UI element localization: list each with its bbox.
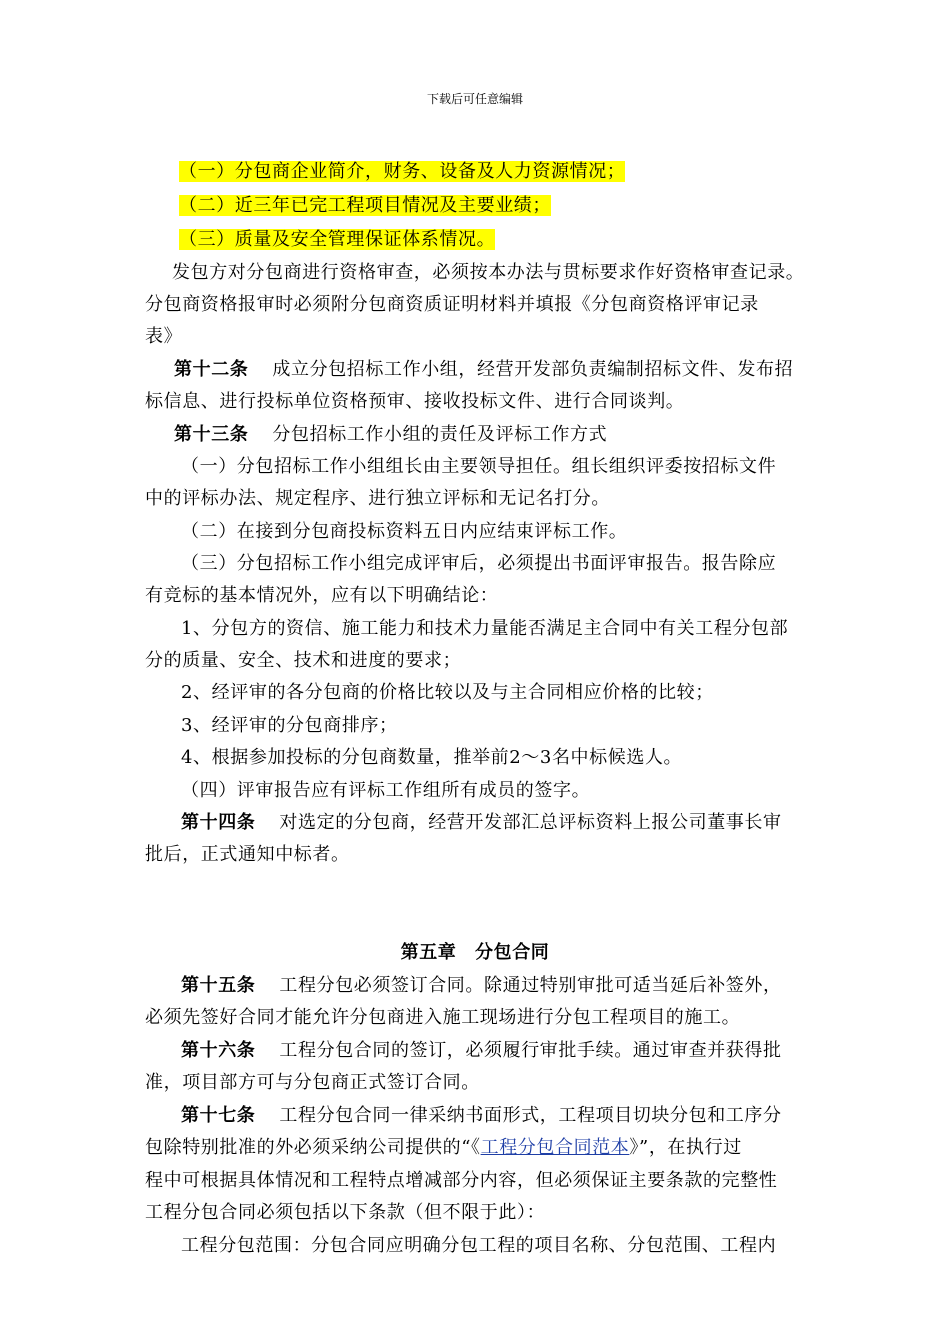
- paragraph-line: 表》: [145, 326, 183, 347]
- article-16: 第十六条 工程分包合同的签订，必须履行审批手续。通过审查并获得批: [181, 1040, 782, 1061]
- highlighted-item: （三）质量及安全管理保证体系情况。: [179, 229, 496, 250]
- paragraph-line: 必须先签好合同才能允许分包商进入施工现场进行分包工程项目的施工。: [145, 1007, 741, 1028]
- paragraph-line: 程中可根据具体情况和工程特点增减部分内容，但必须保证主要条款的完整性: [145, 1170, 778, 1191]
- list-item: 4、根据参加投标的分包商数量，推举前2～3名中标候选人。: [181, 747, 683, 768]
- paragraph-line: 准，项目部方可与分包商正式签订合同。: [145, 1072, 480, 1093]
- article-14: 第十四条 对选定的分包商，经营开发部汇总评标资料上报公司董事长审: [181, 812, 782, 833]
- article-17: 第十七条 工程分包合同一律采纳书面形式，工程项目切块分包和工序分: [181, 1105, 782, 1126]
- article-15: 第十五条 工程分包必须签订合同。除通过特别审批可适当延后补签外，: [181, 975, 782, 996]
- article-title: 第十六条: [181, 1040, 256, 1061]
- list-item: 3、经评审的分包商排序；: [181, 715, 398, 736]
- article-13: 第十三条 分包招标工作小组的责任及评标工作方式: [174, 424, 608, 445]
- article-title: 第十五条: [181, 975, 256, 996]
- paragraph-line: 分包商资格报审时必须附分包商资质证明材料并填报《分包商资格评审记录: [145, 294, 759, 315]
- page-header: 下载后可任意编辑: [426, 92, 523, 106]
- list-item: （二）在接到分包商投标资料五日内应结束评标工作。: [181, 521, 628, 542]
- highlighted-item: （二）近三年已完工程项目情况及主要业绩；: [179, 195, 551, 216]
- list-item: 中的评标办法、规定程序、进行独立评标和无记名打分。: [145, 488, 610, 509]
- list-item: 1、分包方的资信、施工能力和技术力量能否满足主合同中有关工程分包部: [181, 618, 789, 639]
- list-item: 分的质量、安全、技术和进度的要求；: [145, 650, 462, 671]
- article-title: 第十二条: [174, 359, 249, 380]
- article-12: 第十二条 成立分包招标工作小组，经营开发部负责编制招标文件、发布招: [174, 359, 794, 380]
- chapter-title: 第五章 分包合同: [400, 942, 550, 963]
- paragraph-line: 批后，正式通知中标者。: [145, 844, 350, 865]
- list-item: 有竞标的基本情况外，应有以下明确结论：: [145, 585, 499, 606]
- article-title: 第十四条: [181, 812, 256, 833]
- paragraph-line: 标信息、进行投标单位资格预审、接收投标文件、进行合同谈判。: [145, 391, 685, 412]
- paragraph-line: 包除特别批准的外必须采纳公司提供的“《工程分包合同范本》”，在执行过: [145, 1137, 742, 1158]
- paragraph-line: 工程分包范围：分包合同应明确分包工程的项目名称、分包范围、工程内: [181, 1235, 777, 1256]
- paragraph-line: 工程分包合同必须包括以下条款（但不限于此）：: [145, 1202, 546, 1223]
- article-title: 第十三条: [174, 424, 249, 445]
- highlighted-item: （一）分包商企业简介，财务、设备及人力资源情况；: [179, 161, 626, 182]
- list-item: （一）分包招标工作小组组长由主要领导担任。组长组织评委按招标文件: [181, 456, 777, 477]
- contract-template-link[interactable]: 工程分包合同范本: [480, 1137, 630, 1158]
- list-item: 2、经评审的各分包商的价格比较以及与主合同相应价格的比较；: [181, 682, 714, 703]
- article-title: 第十七条: [181, 1105, 256, 1126]
- list-item: （三）分包招标工作小组完成评审后，必须提出书面评审报告。报告除应: [181, 553, 777, 574]
- list-item: （四）评审报告应有评标工作组所有成员的签字。: [181, 780, 591, 801]
- paragraph-line: 发包方对分包商进行资格审查，必须按本办法与贯标要求作好资格审查记录。: [172, 262, 805, 283]
